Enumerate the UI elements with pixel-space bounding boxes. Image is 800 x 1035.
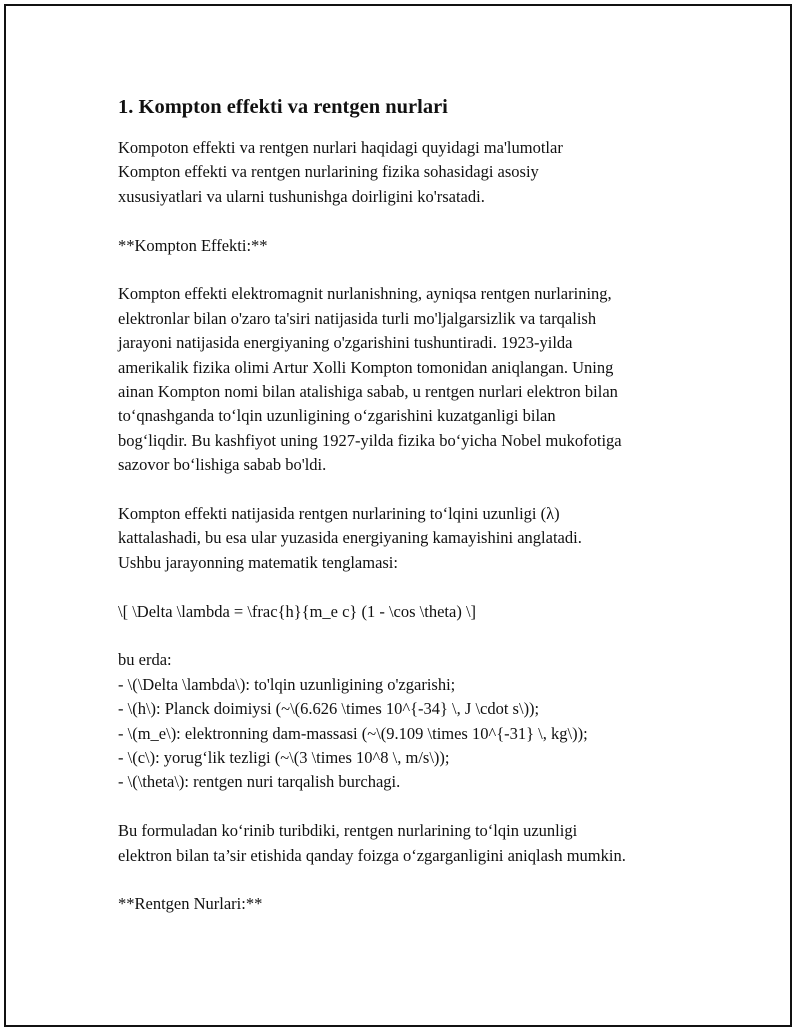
definition-item: - \(m_e\): elektronning dam-massasi (~\(9.109 \times 10^{-31} \, kg\)); [118, 723, 588, 743]
intro-paragraph [118, 136, 718, 209]
text-line: kattalashadi, bu esa ular yuzasida energiyaning kamayishini anglatadi. [118, 528, 582, 548]
conclusion-paragraph [118, 819, 718, 868]
text-line: Kompton effekti va rentgen nurlarining fizika sohasidagi asosiy [118, 162, 539, 182]
text-line: Bu formuladan ko‘rinib turibdiki, rentgen nurlarining to‘lqin uzunligi [118, 821, 578, 841]
compton-paragraph-2 [118, 502, 718, 575]
text-line: elektron bilan ta’sir etishida qanday foizga o‘zgarganligini aniqlash mumkin. [118, 845, 626, 865]
text-line: xususiyatlari va ularni tushunishga doirligini ko'rsatadi. [118, 186, 485, 206]
section-heading: 1. Kompton effekti va rentgen nurlari [118, 96, 448, 118]
compton-paragraph-1 [118, 282, 718, 477]
definitions-block [118, 648, 718, 794]
text-line: Kompton effekti elektromagnit nurlanishning, ayniqsa rentgen nurlarining, [118, 284, 612, 304]
definition-item: - \(\theta\): rentgen nuri tarqalish burchagi. [118, 772, 401, 792]
text-line: elektronlar bilan o'zaro ta'siri natijasida turli mo'ljalgarsizlik va tarqalish [118, 308, 597, 328]
definition-item: - \(c\): yorug‘lik tezligi (~\(3 \times 10^8 \, m/s\)); [118, 748, 450, 768]
text-line: to‘qnashganda to‘lqin uzunligining o‘zgarishini kuzatganligi bilan [118, 406, 556, 426]
compton-formula: \[ \Delta \lambda = \frac{h}{m_e c} (1 - \cos \theta) \] [118, 601, 477, 621]
text-line: Kompton effekti natijasida rentgen nurlarining to‘lqini uzunligi (λ) [118, 504, 560, 524]
text-line: bog‘liqdir. Bu kashfiyot uning 1927-yilda fizika bo‘yicha Nobel mukofotiga [118, 430, 622, 450]
text-line: Kompoton effekti va rentgen nurlari haqidagi quyidagi ma'lumotlar [118, 138, 563, 157]
definition-item: - \(h\): Planck doimiysi (~\(6.626 \times 10^{-34} \, J \cdot s\)); [118, 699, 540, 719]
definition-item: - \(\Delta \lambda\): to'lqin uzunligining o'zgarishi; [118, 674, 456, 694]
compton-effect-title: **Kompton Effekti:** [118, 235, 268, 255]
where-label: bu erda: [118, 650, 172, 670]
document-body [118, 94, 718, 917]
text-line: Ushbu jarayonning matematik tenglamasi: [118, 552, 398, 572]
text-line: jarayoni natijasida energiyaning o'zgarishini tushuntiradi. 1923-yilda [118, 333, 573, 353]
xray-section-title: **Rentgen Nurlari:** [118, 894, 263, 914]
text-line: ainan Kompton nomi bilan atalishiga sabab, u rentgen nurlari elektron bilan [118, 382, 618, 402]
text-line: sazovor bo‘lishiga sabab bo'ldi. [118, 455, 327, 475]
text-line: amerikalik fizika olimi Artur Xolli Kompton tomonidan aniqlangan. Uning [118, 357, 614, 377]
